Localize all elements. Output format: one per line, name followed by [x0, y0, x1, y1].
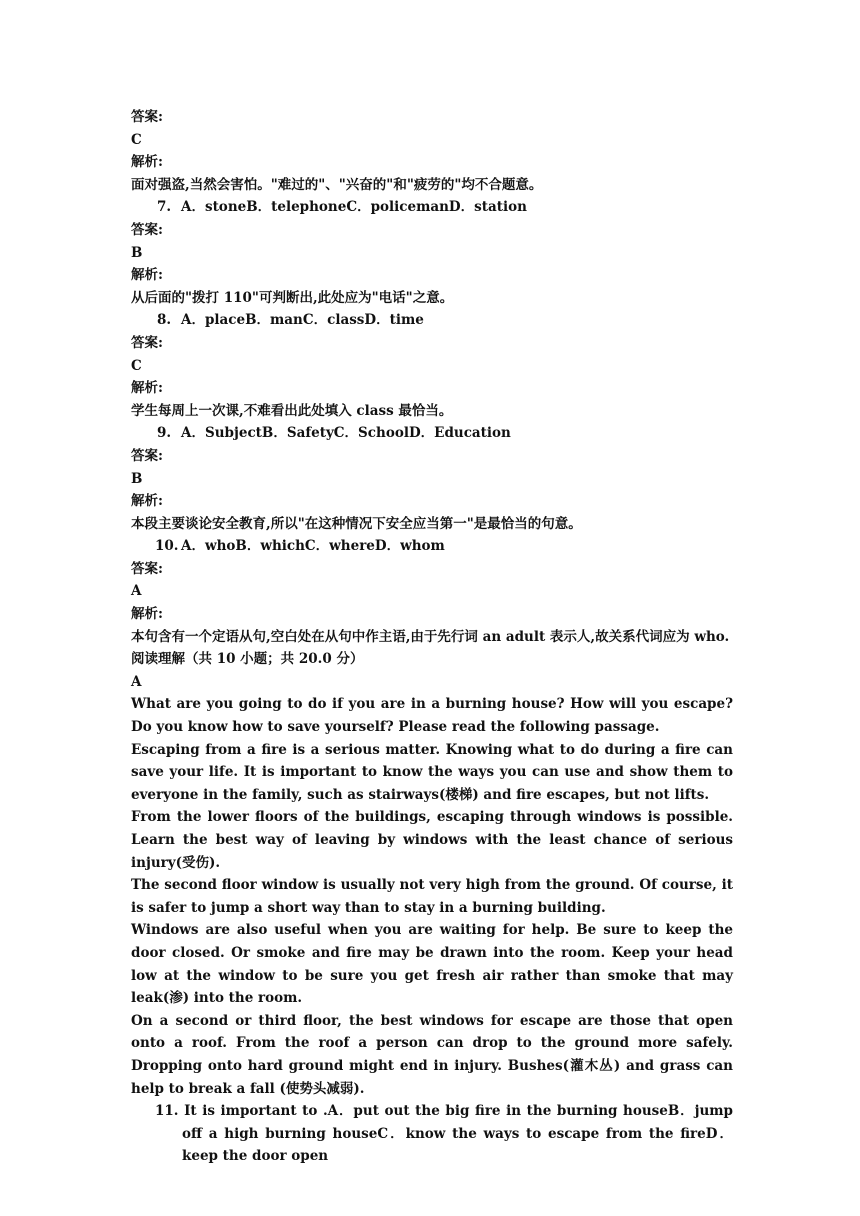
- question-9: [131, 422, 733, 445]
- analysis-label: 解析:: [131, 267, 163, 284]
- passage-paragraph: On a second or third floor, the best windows for escape are those that open onto a roof. From the roof a person can drop to the ground more safely. Dropping onto hard ground might end in injury. Bushes(灌木丛) and grass can help to break a fall (使势头减弱).: [131, 1012, 733, 1097]
- answer-label: 答案:: [131, 334, 163, 351]
- passage-paragraph: Escaping from a fire is a serious matter. Knowing what to do during a fire can save your life. It is important to know the ways you can use and show them to everyone in the family, such as stairways(楼梯) and fire escapes, but not lifts.: [131, 741, 733, 803]
- analysis-text: 面对强盗,当然会害怕。"难过的"、"兴奋的"和"疲劳的"均不合题意。: [131, 176, 543, 193]
- document-content: [131, 106, 733, 1168]
- question-number: 10.: [155, 538, 179, 555]
- analysis-label: 解析:: [131, 380, 163, 397]
- analysis-label: 解析:: [131, 154, 163, 171]
- analysis-text: 从后面的"拨打 110"可判断出,此处应为"电话"之意。: [131, 289, 454, 306]
- analysis-text: 本句含有一个定语从句,空白处在从句中作主语,由于先行词 an adult 表示人,故关系代词应为 who.: [131, 628, 730, 645]
- question-7: [131, 196, 733, 219]
- question-options: A．whoB．whichC．whereD．whom: [181, 538, 445, 555]
- passage-paragraph: From the lower floors of the buildings, escaping through windows is possible. Learn the best way of leaving by windows with the least chance of serious injury(受伤).: [131, 809, 733, 871]
- question-number: 8.: [157, 312, 172, 329]
- analysis-text: 学生每周上一次课,不难看出此处填入 class 最恰当。: [131, 402, 453, 419]
- passage-paragraph: What are you going to do if you are in a burning house? How will you escape? Do you know how to save yourself? Please read the following passage.: [131, 696, 733, 736]
- answer-label: 答案:: [131, 221, 163, 238]
- answer-value: C: [131, 357, 142, 374]
- passage-paragraph: Windows are also useful when you are waiting for help. Be sure to keep the door closed. Or smoke and fire may be drawn into the room. Keep your head low at the window to be sure you get fresh air rather than smoke that may leak(渗) into the room.: [131, 922, 733, 1007]
- answer-label: 答案:: [131, 109, 163, 125]
- question-options: A．SubjectB．SafetyC．SchoolD．Education: [181, 425, 511, 442]
- answer-label: 答案:: [131, 447, 163, 464]
- answer-value: B: [131, 470, 143, 487]
- question-11: 11. It is important to .A．put out the big fire in the burning houseB．jump off a high burning houseC．know the ways to escape from the fireD．keep the door open: [155, 1103, 733, 1165]
- analysis-label: 解析:: [131, 493, 163, 510]
- passage-paragraph: The second floor window is usually not very high from the ground. Of course, it is safer to jump a short way than to stay in a burning building.: [131, 877, 733, 916]
- answer-value: C: [131, 131, 142, 148]
- reading-heading: 阅读理解（共 10 小题；共 20.0 分）: [131, 651, 364, 668]
- answer-value: A: [131, 583, 142, 600]
- answer-label: 答案:: [131, 560, 163, 577]
- analysis-label: 解析:: [131, 606, 163, 623]
- answer-value: B: [131, 244, 143, 261]
- question-options: A．stoneB．telephoneC．policemanD．station: [181, 199, 527, 216]
- question-8: [131, 309, 733, 332]
- question-number: 9.: [157, 425, 172, 442]
- question-10: [131, 535, 733, 558]
- question-number: 7.: [157, 199, 172, 216]
- question-options: A．placeB．manC．classD．time: [181, 312, 424, 329]
- analysis-text: 本段主要谈论安全教育,所以"在这种情况下安全应当第一"是最恰当的句意。: [131, 515, 582, 532]
- passage-label: A: [131, 673, 142, 690]
